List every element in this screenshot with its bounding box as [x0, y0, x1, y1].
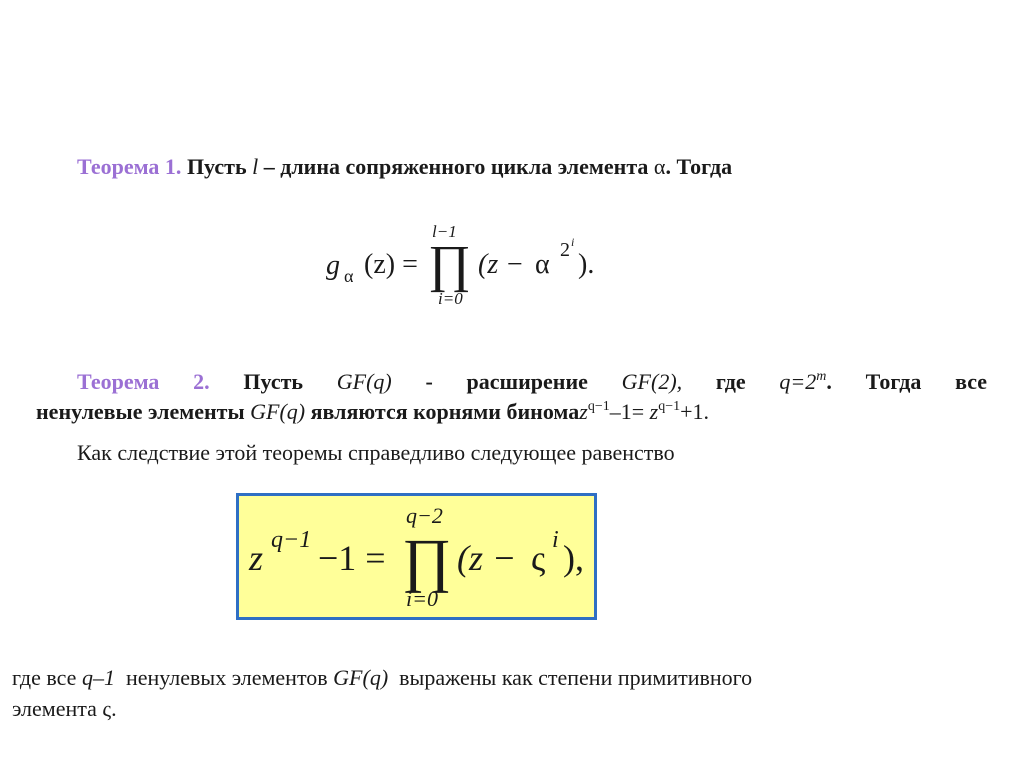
theorem-1-label: Теорема 1.	[77, 154, 182, 179]
theorem-2-text-a: Пусть	[243, 369, 304, 394]
formula-2-lower-limit: i=0	[406, 586, 438, 611]
formula-2-open: (z −	[457, 538, 517, 578]
conclusion-line-2	[12, 693, 1002, 724]
formula-1-open: (z −	[478, 249, 525, 280]
binom-z1-sup: q−1	[587, 399, 610, 414]
formula-2-zeta: ς	[531, 538, 546, 578]
formula-1-product-sign: ∏	[428, 236, 471, 293]
formula-2-z: z	[249, 538, 264, 578]
corollary-intro: Как следствие этой теоремы справедливо следующее равенство	[77, 440, 675, 465]
q-minus-one: q–1	[81, 665, 115, 690]
gf2-symbol: GF(2),	[621, 369, 683, 394]
zeta-symbol: ς	[102, 696, 112, 721]
formula-1-upper-limit: l−1	[432, 222, 457, 241]
theorem-2-text-b: - расширение	[425, 369, 588, 394]
formula-1-exp-sup: i	[571, 235, 575, 249]
conclusion-text-e: .	[111, 696, 117, 721]
q-equals: q=2	[779, 369, 817, 394]
var-l: l	[252, 154, 259, 179]
formula-2-z-sup: q−1	[271, 527, 312, 553]
formula-1-close: ).	[578, 249, 595, 280]
formula-1	[320, 222, 620, 312]
conclusion-text-a: где все	[12, 665, 77, 690]
exponent-m: m	[816, 369, 827, 384]
formula-2-zeta-sup: i	[552, 527, 559, 553]
theorem-2-text-d: . Тогда все	[826, 369, 988, 394]
formula-1-lhs: (z) =	[364, 249, 418, 280]
binom-z2-sup: q−1	[658, 399, 681, 414]
conclusion-line-1	[12, 662, 1002, 693]
theorem-2	[77, 366, 987, 397]
theorem-2-text-e: ненулевые элементы	[36, 399, 245, 424]
theorem-2-text-f: являются корнями бинома	[310, 399, 580, 424]
formula-2-product-sign: ∏	[402, 527, 452, 593]
theorem-2-line-1	[77, 366, 987, 397]
binom-mid: –1=	[609, 399, 650, 424]
formula-2-minus-one: −1 =	[318, 538, 386, 578]
theorem-2-label: Теорема 2.	[77, 369, 210, 394]
binom-tail: +1.	[680, 399, 710, 424]
conclusion-text-d: элемента	[12, 696, 97, 721]
theorem-2-line-2	[36, 396, 986, 427]
formula-1-alpha-sub: α	[344, 266, 354, 286]
gfq-symbol-3: GF(q)	[333, 665, 389, 690]
conclusion-text-b: ненулевых элементов	[125, 665, 328, 690]
theorem-1	[77, 151, 957, 182]
formula-2-close: ),	[563, 538, 584, 578]
binom-z2: z	[649, 399, 659, 424]
gfq-symbol: GF(q)	[336, 369, 392, 394]
theorem-1-text-b: – длина сопряженного цикла элемента	[263, 154, 649, 179]
alpha-symbol: α	[653, 154, 666, 179]
formula-2-upper-limit: q−2	[406, 503, 443, 528]
gfq-symbol-2: GF(q)	[250, 399, 306, 424]
theorem-2-text-c: где	[715, 369, 746, 394]
formula-1-exp-base: 2	[560, 239, 570, 261]
formula-1-lower-limit: i=0	[438, 289, 463, 308]
theorem-1-text-c: . Тогда	[665, 154, 733, 179]
formula-1-g: g	[326, 250, 340, 281]
conclusion	[12, 662, 1002, 724]
formula-1-alpha: α	[535, 249, 550, 280]
formula-2-box	[236, 493, 597, 620]
binom-z1: z	[579, 399, 588, 424]
conclusion-text-c: выражены как степени примитивного	[399, 665, 753, 690]
theorem-1-text-a: Пусть	[186, 154, 247, 179]
